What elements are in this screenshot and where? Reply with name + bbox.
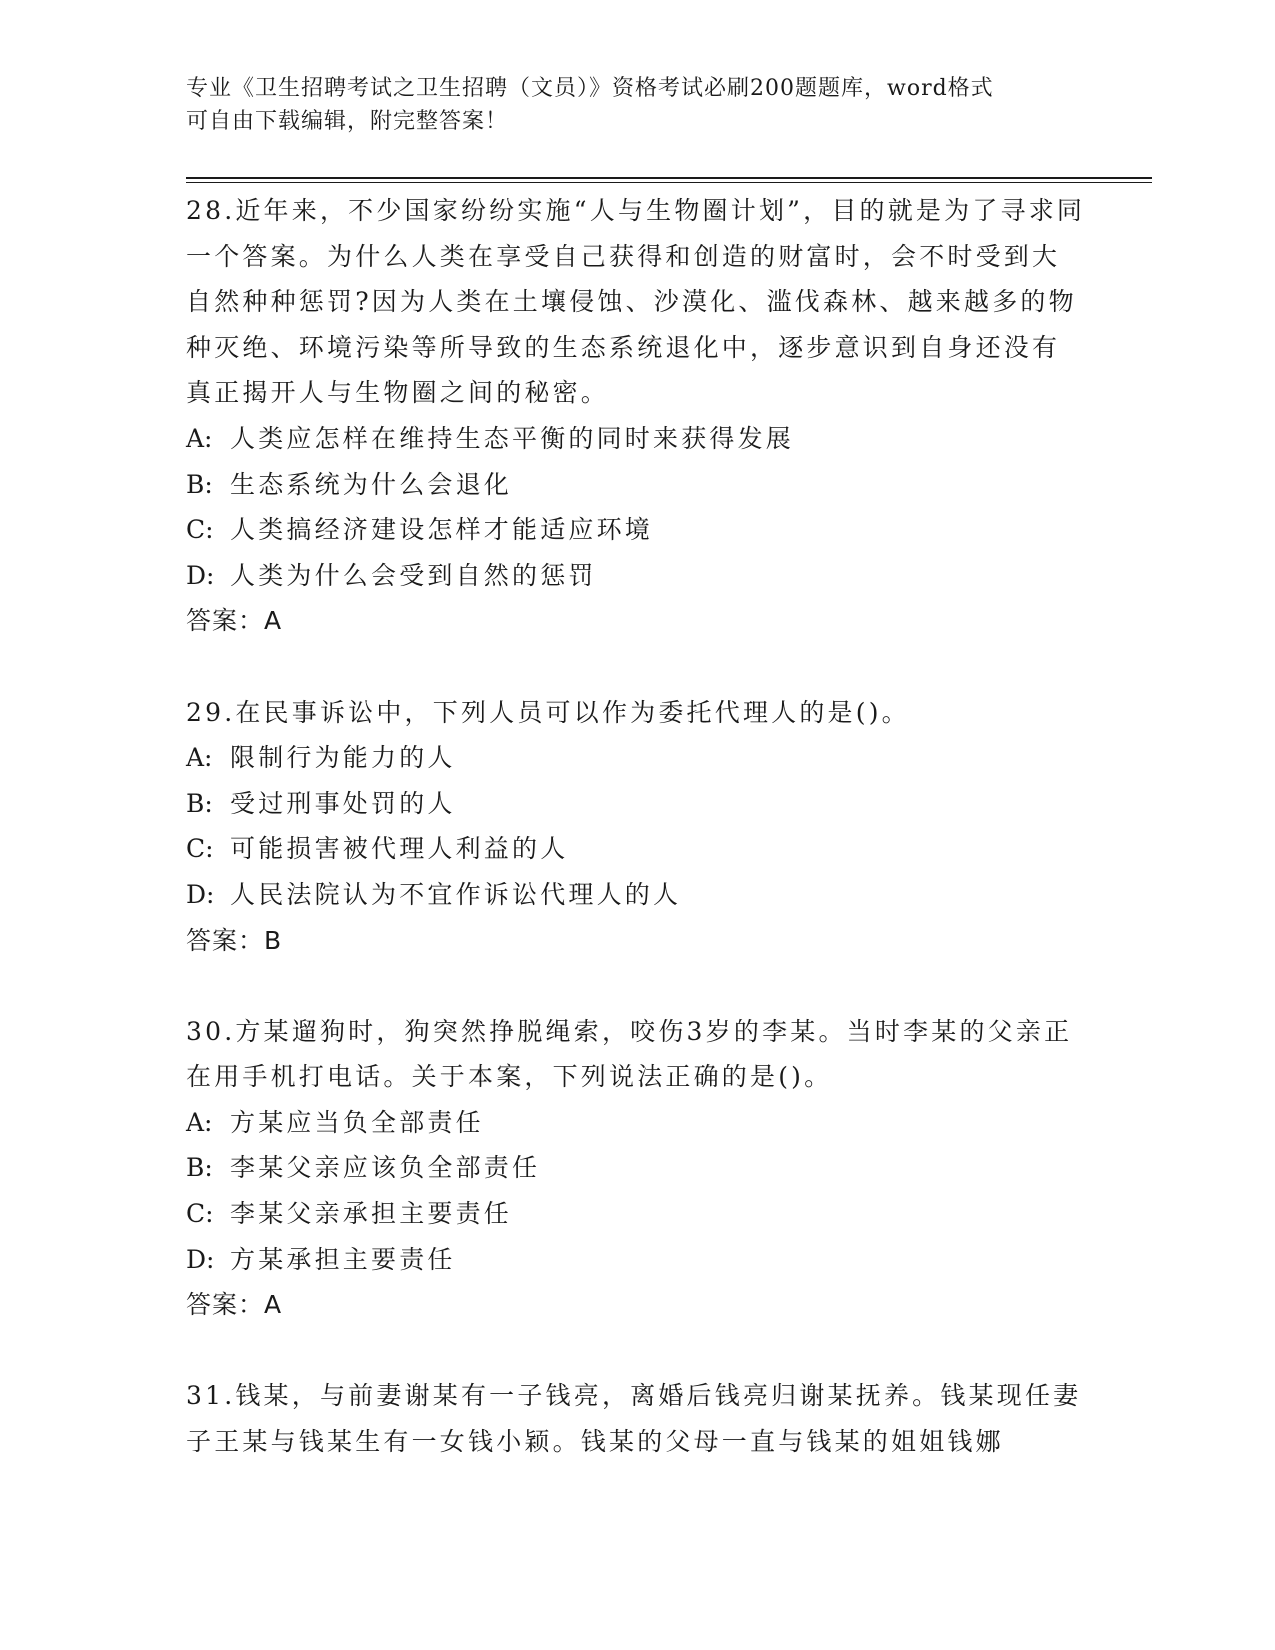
option-b [186, 1145, 1086, 1191]
option-letter: D: [186, 1244, 215, 1274]
question-28 [186, 188, 1086, 644]
option-c [186, 507, 1086, 553]
option-c [186, 1191, 1086, 1237]
answer-label: 答案：A [186, 606, 283, 636]
question-29 [186, 690, 1086, 964]
option-letter: A: [186, 423, 213, 453]
option-letter: A: [186, 1107, 213, 1137]
option-c [186, 826, 1086, 872]
question-30 [186, 1009, 1086, 1328]
option-b [186, 781, 1086, 827]
option-a [186, 416, 1086, 462]
option-text: 人类应怎样在维持生态平衡的同时来获得发展 [230, 423, 795, 453]
question-list [186, 188, 1086, 1465]
option-text: 方某承担主要责任 [230, 1244, 456, 1274]
option-a [186, 1100, 1086, 1146]
option-a [186, 735, 1086, 781]
option-text: 人类为什么会受到自然的惩罚 [230, 560, 597, 590]
option-letter: D: [186, 879, 215, 909]
option-letter: C: [186, 1199, 214, 1229]
option-letter: C: [186, 834, 214, 864]
option-text: 人民法院认为不宜作诉讼代理人的人 [230, 879, 682, 909]
option-text: 限制行为能力的人 [230, 743, 456, 773]
option-text: 李某父亲承担主要责任 [230, 1199, 513, 1229]
option-letter: C: [186, 515, 214, 545]
option-d [186, 553, 1086, 599]
option-text: 人类搞经济建设怎样才能适应环境 [230, 515, 654, 545]
question-31 [186, 1373, 1086, 1464]
option-letter: B: [186, 1153, 213, 1183]
option-d [186, 1237, 1086, 1283]
question-text: 30.方某遛狗时，狗突然挣脱绳索，咬伤3岁的李某。当时李某的父亲正在用手机打电话。关于本案，下列说法正确的是()。 [186, 1016, 1073, 1092]
header-line-2: 可自由下载编辑，附完整答案！ [186, 109, 509, 134]
question-text: 31.钱某，与前妻谢某有一子钱亮，离婚后钱亮归谢某抚养。钱某现任妻子王某与钱某生有一女钱小颖。钱某的父母一直与钱某的姐姐钱娜 [186, 1381, 1082, 1457]
option-text: 生态系统为什么会退化 [230, 469, 513, 499]
option-text: 受过刑事处罚的人 [230, 788, 456, 818]
header-rule-thick [186, 177, 1152, 179]
option-text: 李某父亲应该负全部责任 [230, 1153, 541, 1183]
header-line-1: 专业《卫生招聘考试之卫生招聘（文员）》资格考试必刷200题题库，word格式 [186, 76, 994, 101]
option-b [186, 462, 1086, 508]
option-letter: D: [186, 560, 215, 590]
answer-label: 答案：A [186, 1290, 283, 1320]
document-header [186, 72, 1066, 138]
option-d [186, 872, 1086, 918]
answer-label: 答案：B [186, 925, 283, 955]
option-text: 可能损害被代理人利益的人 [230, 834, 569, 864]
header-rule-thin [186, 182, 1152, 183]
option-letter: B: [186, 469, 213, 499]
option-letter: B: [186, 788, 213, 818]
question-text: 28.近年来，不少国家纷纷实施“人与生物圈计划”，目的就是为了寻求同一个答案。为什么人类在享受自己获得和创造的财富时，会不时受到大自然种种惩罚?因为人类在土壤侵蚀、沙漠化、滥伐森林、越来越多的物种灭绝、环境污染等所导致的生态系统退化中，逐步意识到自身还没有真正揭开人与生物圈之间的秘密。 [186, 196, 1086, 408]
option-text: 方某应当负全部责任 [230, 1107, 484, 1137]
question-text: 29.在民事诉讼中，下列人员可以作为委托代理人的是()。 [186, 697, 910, 727]
option-letter: A: [186, 743, 213, 773]
